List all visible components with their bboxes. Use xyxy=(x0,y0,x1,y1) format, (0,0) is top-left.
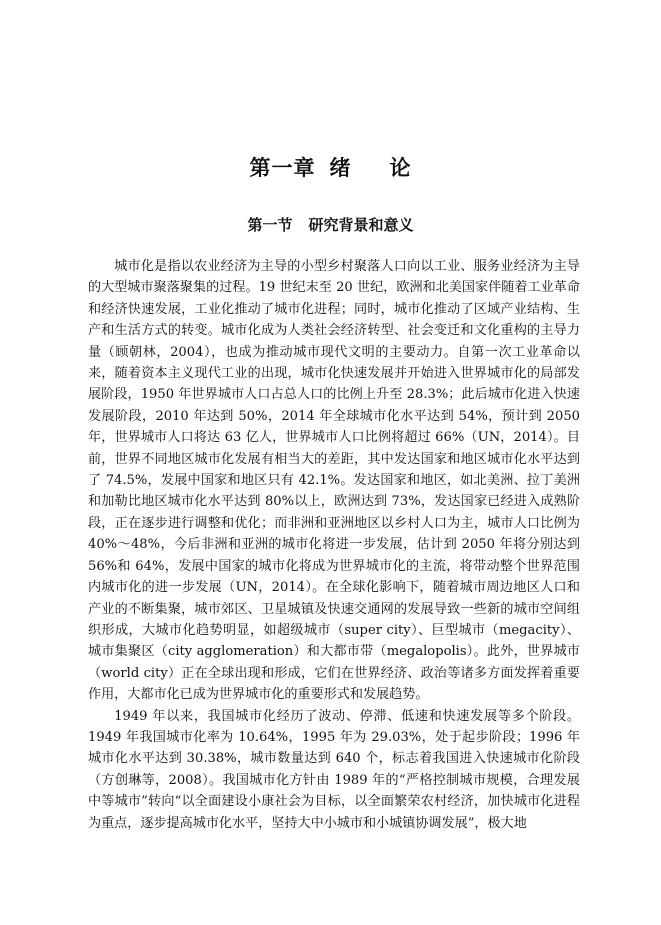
section-number: 第一节 xyxy=(247,216,293,234)
body-text xyxy=(88,256,580,834)
section-heading-text: 研究背景和意义 xyxy=(308,216,414,234)
section-title xyxy=(0,214,661,235)
chapter-title-char-1: 绪 xyxy=(329,156,352,180)
chapter-number: 第一章 xyxy=(249,156,316,180)
chapter-title xyxy=(0,152,661,182)
chapter-title-char-2: 论 xyxy=(389,156,412,180)
paragraph-urbanization-global: 城市化是指以农业经济为主导的小型乡村聚落人口向以工业、服务业经济为主导的大型城市聚落聚集的过程。19 世纪末至 20 世纪，欧洲和北美国家伴随着工业革命和经济快速发展，工业化推动了城市化进程；同时，城市化推动了区域产业结构、生产和生活方式的转变。城市化成为人类社会经济转型、社会变迁和文化重构的主导力量（顾朝林，2004），也成为推动城市现代文明的主要动力。自第一次工业革命以来，随着资本主义现代工业的出现，城市化快速发展并开始进入世界城市化的局部发展阶段，1950 年世界城市人口占总人口的比例上升至 28.3%；此后城市化进入快速发展阶段，2010 年达到 50%，2014 年全球城市化水平达到 54%，预计到 2050 年，世界城市人口将达 63 亿人，世界城市人口比例将超过 66%（UN，2014）。目前，世界不同地区城市化发展有相当大的差距，其中发达国家和地区城市化水平达到了 74.5%，发展中国家和地区只有 42.1%。发达国家和地区，如北美洲、拉丁美洲和加勒比地区城市化水平达到 80%以上，欧洲达到 73%，发达国家已经进入成熟阶段，正在逐步进行调整和优化；而非洲和亚洲地区以乡村人口为主，城市人口比例为 40%～48%，今后非洲和亚洲的城市化将进一步发展，估计到 2050 年将分别达到 56%和 64%，发展中国家的城市化将成为世界城市化的主流，将带动整个世界范围内城市化的进一步发展（UN，2014）。在全球化影响下，随着城市周边地区人口和产业的不断集聚，城市郊区、卫星城镇及快速交通网的发展导致一些新的城市空间组织形成，大城市化趋势明显，如超级城市（super city）、巨型城市（megacity）、城市集聚区（city agglomeration）和大都市带（megalopolis）。此外，世界城市（world city）正在全球出现和形成，它们在世界经济、政治等诸多方面发挥着重要作用，大都市化已成为世界城市化的重要形式和发展趋势。 xyxy=(88,259,580,703)
paragraph-urbanization-china: 1949 年以来，我国城市化经历了波动、停滞、低速和快速发展等多个阶段。1949 年我国城市化率为 10.64%，1995 年为 29.03%，处于起步阶段；1996 年城市化水平达到 30.38%，城市数量达到 640 个，标志着我国进入快速城市化阶段（方创琳等，2008）。我国城市化方针由 1989 年的“严格控制城市规模，合理发展中等城市”转向“以全面建设小康社会为目标，以全面繁荣农村经济，加快城市化进程为重点，逐步提高城市化水平，坚持大中小城市和小城镇协调发展”，极大地 xyxy=(88,708,580,831)
